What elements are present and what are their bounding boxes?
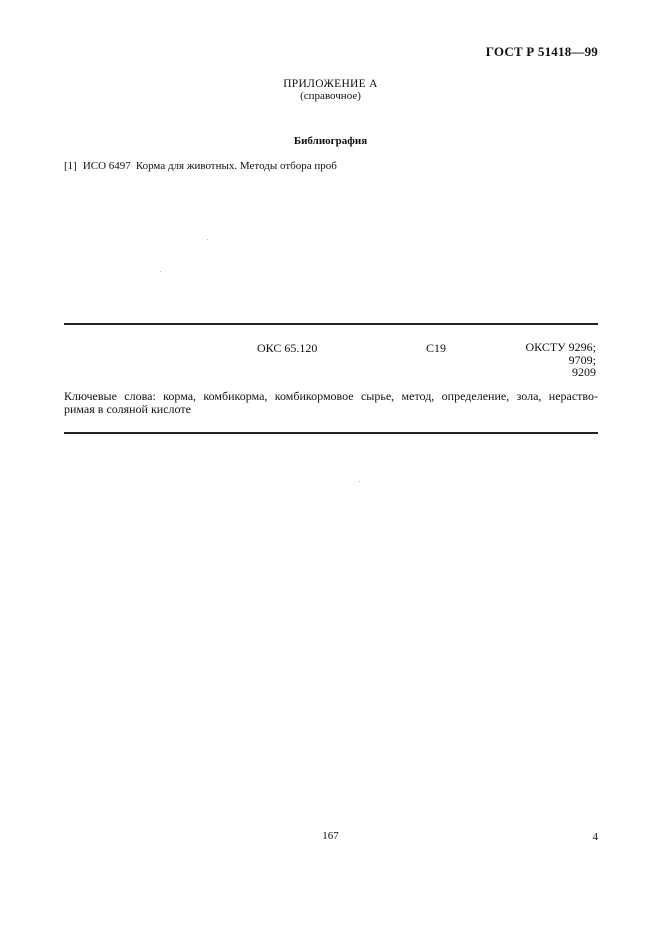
appendix-subtitle: (справочное)	[300, 90, 361, 102]
category-code: С19	[426, 341, 447, 355]
appendix-title: ПРИЛОЖЕНИЕ А	[283, 78, 378, 90]
okstu-line: ОКСТУ 9296;	[525, 340, 596, 354]
document-code: ГОСТ Р 51418—99	[485, 44, 598, 59]
bibliography-heading: Библиография	[293, 135, 368, 147]
bibliography-entry-standard: ИСО 6497	[82, 160, 131, 172]
bibliography-entry	[64, 160, 337, 172]
divider-top	[64, 323, 598, 325]
keywords-line: Ключевые слова: корма, комбикорма, комбикормовое сырье, метод, определение, зола, нераство-	[64, 389, 598, 403]
page-number: 167	[322, 830, 339, 842]
okstu-line: 9709;	[568, 352, 596, 367]
keywords-line: римая в соляной кислоте	[64, 402, 191, 416]
okstu-codes	[525, 341, 596, 379]
keywords-block	[64, 390, 598, 416]
divider-bottom	[64, 432, 598, 434]
scan-speck	[207, 239, 208, 240]
sheet-number: 4	[592, 831, 598, 843]
bibliography-entry-number: [1]	[64, 160, 77, 172]
okstu-line: 9209	[572, 365, 596, 379]
scan-speck	[160, 271, 161, 272]
scan-speck	[359, 481, 360, 482]
bibliography-entry-title: Корма для животных. Методы отбора проб	[135, 160, 337, 172]
oks-code: ОКС 65.120	[257, 341, 318, 355]
